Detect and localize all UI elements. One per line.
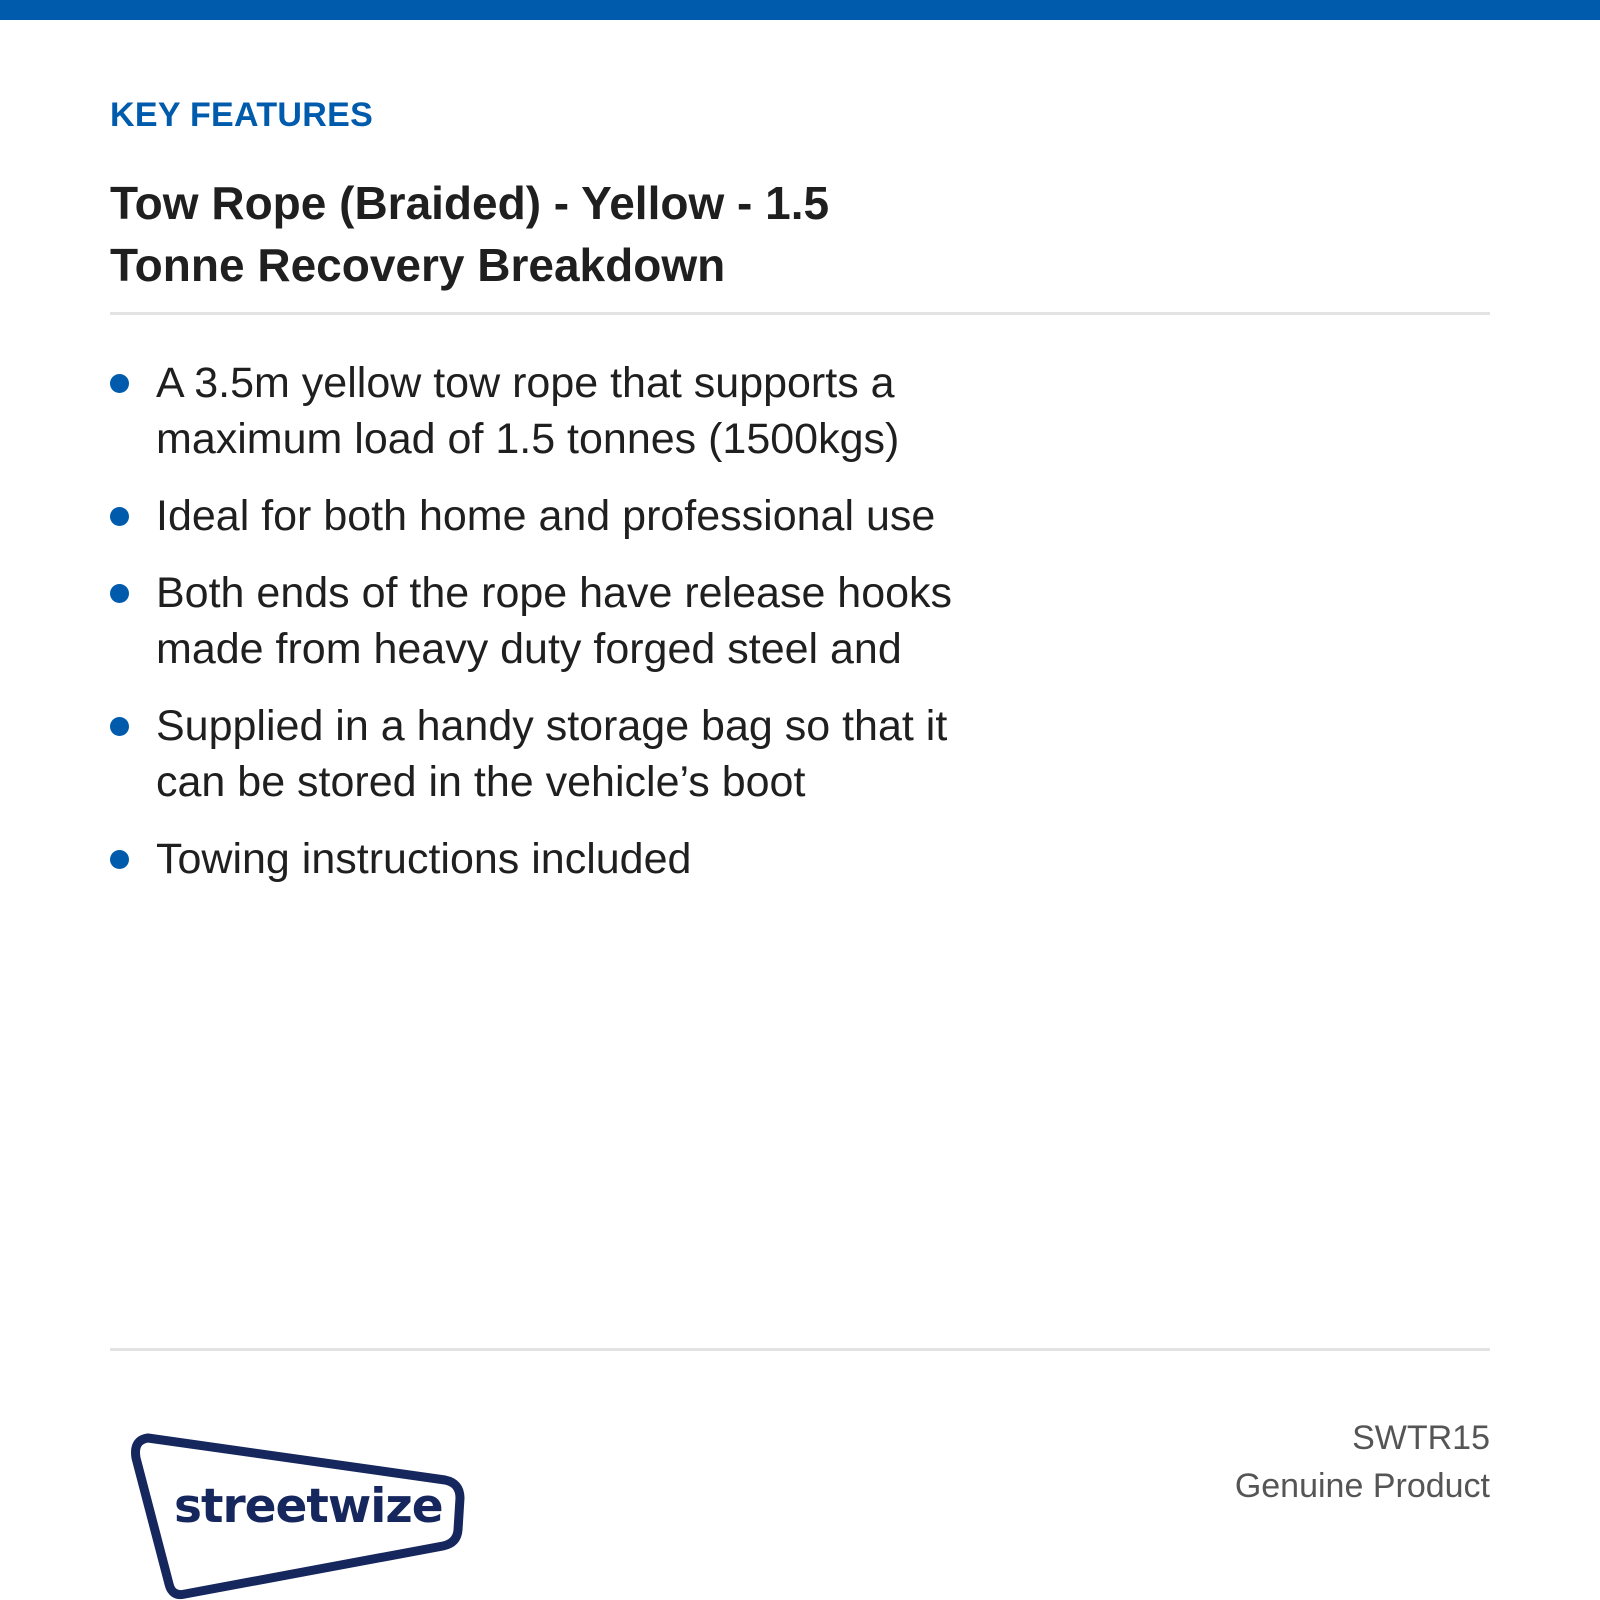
bullet-icon <box>110 507 129 526</box>
section-eyebrow: KEY FEATURES <box>110 96 374 134</box>
feature-item <box>110 698 1060 810</box>
feature-list <box>110 355 1060 908</box>
title-divider <box>110 312 1490 315</box>
feature-item <box>110 488 1060 544</box>
feature-text-line-2: made from heavy duty forged steel and <box>156 625 902 673</box>
product-title <box>110 172 910 296</box>
feature-item <box>110 355 1060 467</box>
bullet-icon <box>110 850 129 869</box>
feature-text-line-1: Towing instructions included <box>156 835 692 883</box>
feature-text-line-1: Supplied in a handy storage bag so that it <box>156 702 948 750</box>
feature-text-line-1: Ideal for both home and professional use <box>156 492 936 540</box>
bullet-icon <box>110 374 129 393</box>
product-code: SWTR15 <box>1352 1419 1490 1457</box>
logo-wordmark: streetwize <box>174 1479 443 1534</box>
footer-divider <box>110 1348 1490 1351</box>
bullet-icon <box>110 717 129 736</box>
feature-text-line-1: Both ends of the rope have release hooks <box>156 569 953 617</box>
streetwize-logo <box>130 1430 470 1600</box>
product-title-line-2: Tonne Recovery Breakdown <box>110 239 726 291</box>
genuine-product-label: Genuine Product <box>1234 1467 1490 1505</box>
product-info <box>1235 1414 1490 1510</box>
feature-text-line-2: can be stored in the vehicle’s boot <box>156 758 806 806</box>
feature-text-line-1: A 3.5m yellow tow rope that supports a <box>156 359 895 407</box>
feature-item <box>110 565 1060 677</box>
top-accent-bar <box>0 0 1600 20</box>
product-title-line-1: Tow Rope (Braided) - Yellow - 1.5 <box>110 177 830 229</box>
feature-item <box>110 831 1060 887</box>
feature-text-line-2: maximum load of 1.5 tonnes (1500kgs) <box>156 415 900 463</box>
bullet-icon <box>110 584 129 603</box>
